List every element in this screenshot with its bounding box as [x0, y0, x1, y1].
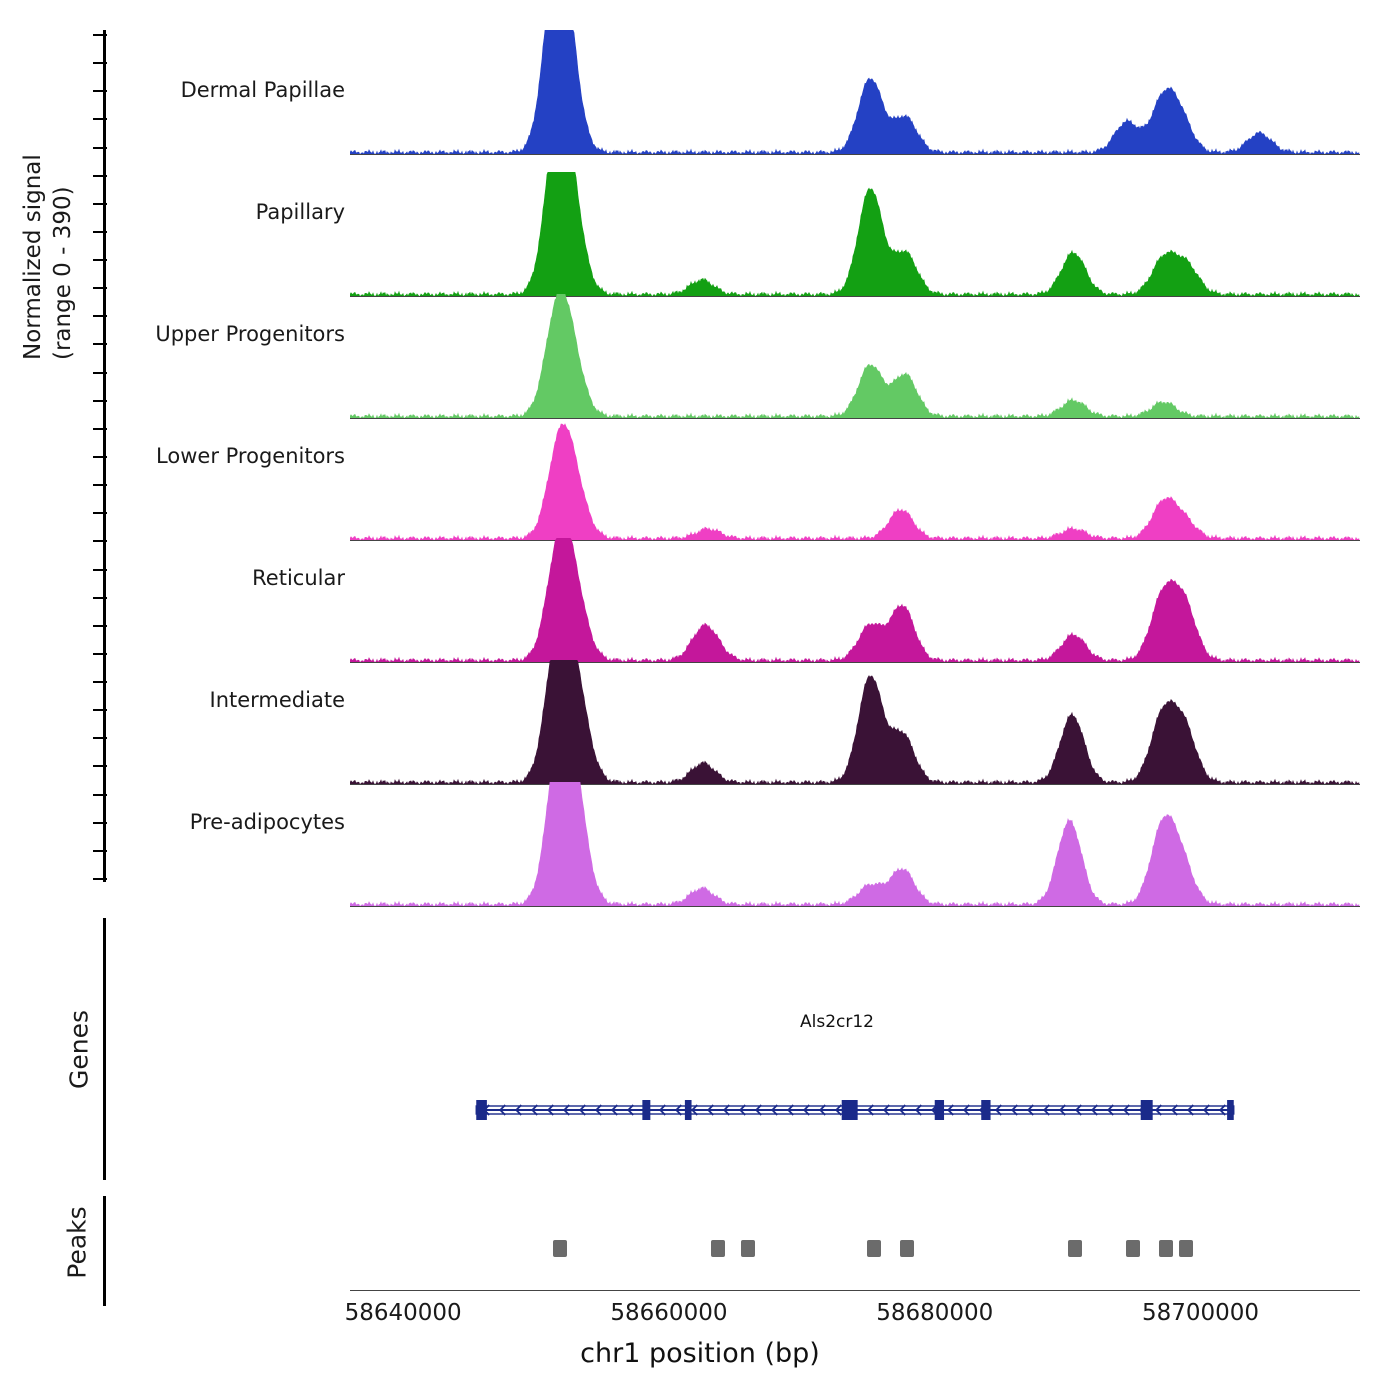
- axis-tick: [93, 90, 107, 92]
- track-label: Upper Progenitors: [155, 322, 345, 346]
- signal-track: [350, 660, 1360, 785]
- signal-track: [350, 416, 1360, 541]
- x-tick-label: 58640000: [344, 1300, 462, 1326]
- peak-marker: [900, 1240, 914, 1257]
- signal-track: [350, 294, 1360, 419]
- axis-tick: [93, 709, 107, 711]
- track-label: Intermediate: [209, 688, 345, 712]
- signal-track: [350, 30, 1360, 155]
- axis-tick: [93, 259, 107, 261]
- axis-tick: [93, 456, 107, 458]
- axis-tick: [93, 428, 107, 430]
- track-label: Dermal Papillae: [180, 78, 345, 102]
- gene-model: [350, 1090, 1360, 1130]
- axis-tick: [93, 681, 107, 683]
- peak-marker: [1126, 1240, 1140, 1257]
- track-label: Reticular: [252, 566, 345, 590]
- peak-marker: [711, 1240, 725, 1257]
- signal-track: [350, 538, 1360, 663]
- x-tick-label: 58660000: [610, 1300, 728, 1326]
- axis-tick: [93, 484, 107, 486]
- axis-tick: [93, 34, 107, 36]
- gene-name-label: Als2cr12: [800, 1012, 874, 1032]
- peak-marker: [553, 1240, 567, 1257]
- y-axis-label-line2: (range 0 - 390): [50, 186, 76, 360]
- x-axis-title: chr1 position (bp): [580, 1338, 820, 1369]
- axis-tick: [93, 540, 107, 542]
- axis-tick: [93, 147, 107, 149]
- track-label: Papillary: [255, 200, 345, 224]
- peaks-axis-spine: [103, 1196, 106, 1306]
- axis-tick: [93, 850, 107, 852]
- signal-track: [350, 782, 1360, 907]
- axis-tick: [93, 512, 107, 514]
- axis-tick: [93, 343, 107, 345]
- track-baseline: [350, 154, 1360, 155]
- track-label: Pre-adipocytes: [189, 810, 345, 834]
- axis-tick: [93, 569, 107, 571]
- genes-panel-label: Genes: [64, 1010, 94, 1090]
- track-label: Lower Progenitors: [156, 444, 345, 468]
- axis-tick: [93, 175, 107, 177]
- axis-tick: [93, 372, 107, 374]
- axis-tick: [93, 315, 107, 317]
- axis-tick: [93, 597, 107, 599]
- axis-tick: [93, 287, 107, 289]
- peaks-panel-label: Peaks: [62, 1206, 92, 1279]
- x-axis-line: [350, 1290, 1360, 1291]
- axis-tick: [93, 231, 107, 233]
- axis-tick: [93, 737, 107, 739]
- axis-tick: [93, 822, 107, 824]
- peak-marker: [1159, 1240, 1173, 1257]
- peak-marker: [867, 1240, 881, 1257]
- axis-tick: [93, 118, 107, 120]
- x-tick-label: 58680000: [876, 1300, 994, 1326]
- y-axis-label: [18, 154, 78, 360]
- axis-tick: [93, 203, 107, 205]
- signal-track: [350, 172, 1360, 297]
- axis-tick: [93, 878, 107, 880]
- axis-tick: [93, 62, 107, 64]
- x-tick-label: 58700000: [1141, 1300, 1260, 1326]
- track-baseline: [350, 906, 1360, 907]
- axis-tick: [93, 794, 107, 796]
- axis-tick: [93, 765, 107, 767]
- peak-marker: [1179, 1240, 1193, 1257]
- peak-marker: [1068, 1240, 1082, 1257]
- axis-tick: [93, 653, 107, 655]
- peak-marker: [741, 1240, 755, 1257]
- y-axis-label-line1: Normalized signal: [20, 154, 46, 360]
- axis-tick: [93, 625, 107, 627]
- genes-axis-spine: [103, 918, 106, 1180]
- axis-tick: [93, 400, 107, 402]
